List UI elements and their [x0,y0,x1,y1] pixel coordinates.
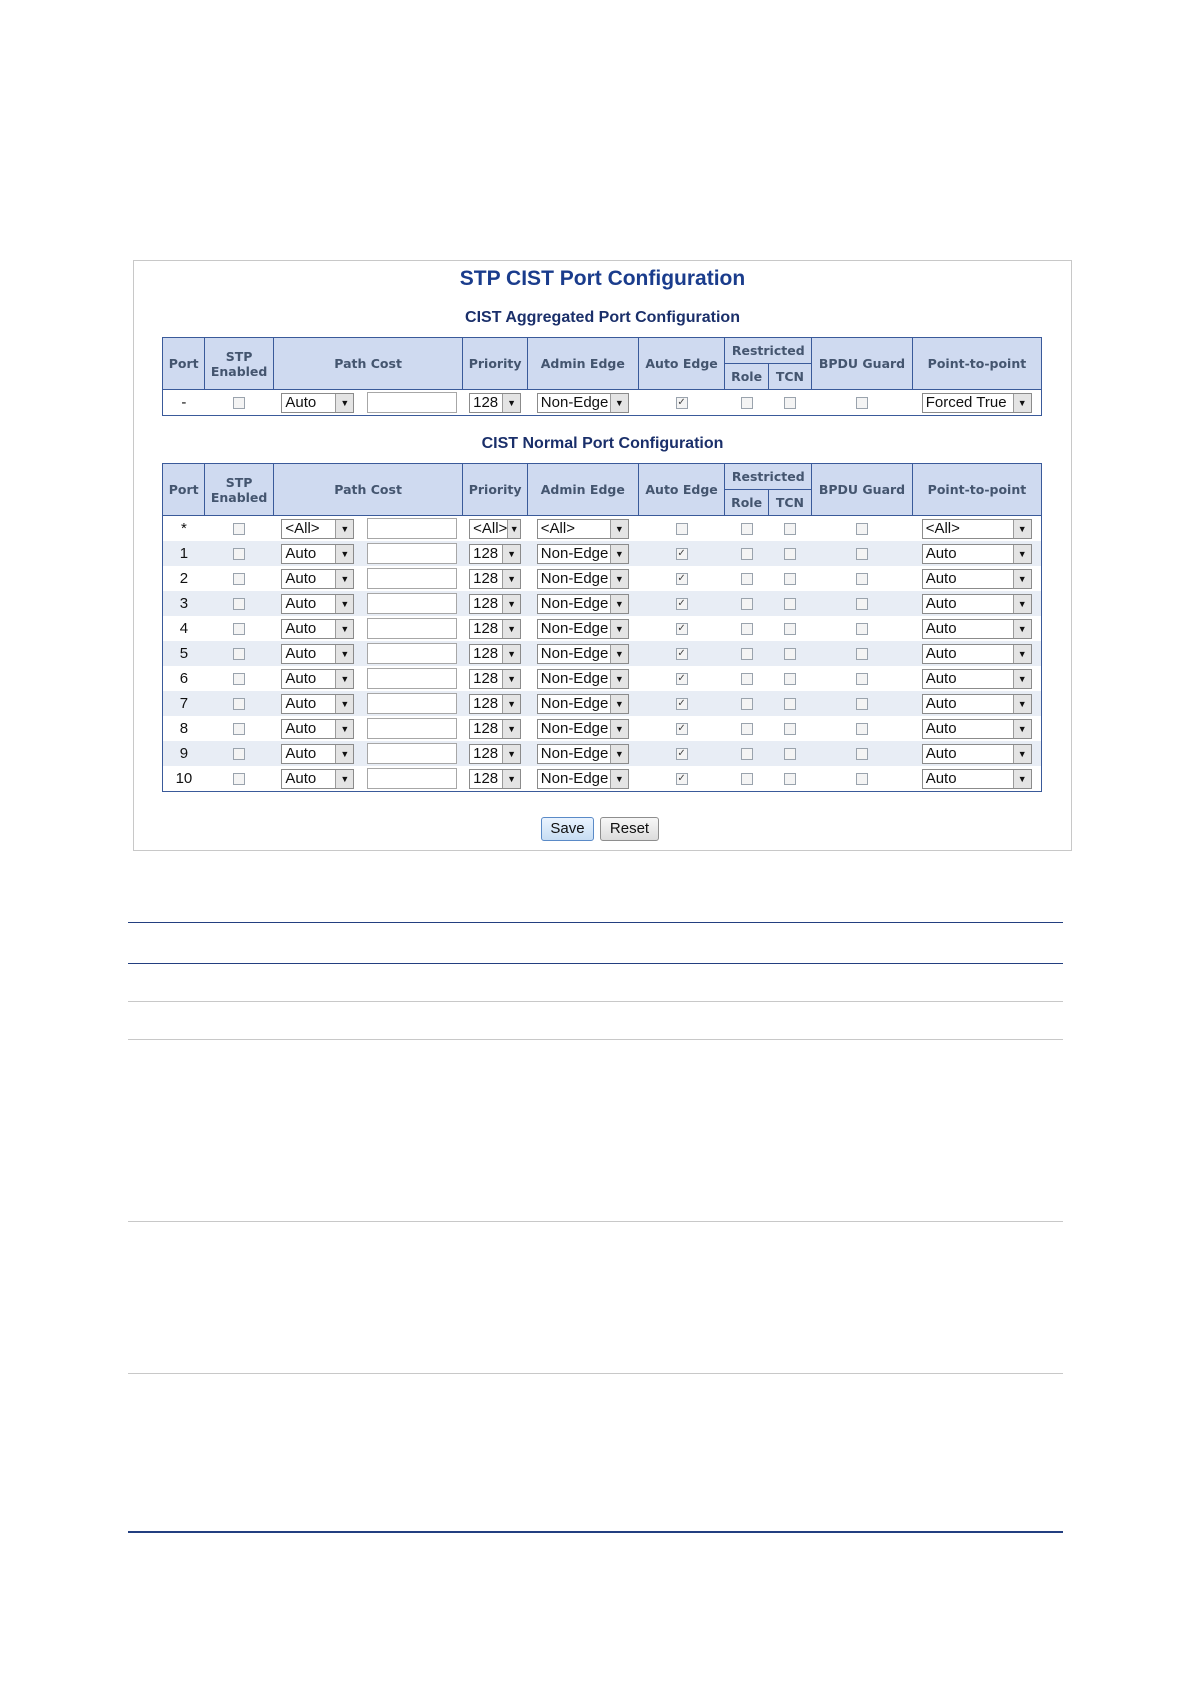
point-to-point-select[interactable]: Auto ▼ [922,619,1032,639]
header-path-cost: Path Cost [273,464,463,516]
admin-edge-select[interactable]: Non-Edge ▼ [537,644,629,664]
stp-enabled-checkbox[interactable] [233,573,245,585]
chevron-down-icon: ▼ [502,745,520,763]
path-cost-input[interactable] [367,768,457,789]
stp-enabled-checkbox[interactable] [233,548,245,560]
auto-edge-checkbox[interactable] [676,548,688,560]
auto-edge-checkbox[interactable] [676,623,688,635]
chevron-down-icon: ▼ [502,595,520,613]
chevron-down-icon: ▼ [335,570,353,588]
stp-enabled-checkbox[interactable] [233,773,245,785]
admin-edge-select[interactable]: Non-Edge ▼ [537,719,629,739]
path-cost-input[interactable] [367,668,457,689]
path-cost-select[interactable]: Auto ▼ [281,594,354,614]
restricted-tcn-checkbox[interactable] [784,623,796,635]
priority-select[interactable]: 128 ▼ [469,694,521,714]
chevron-down-icon: ▼ [610,520,628,538]
priority-select[interactable]: 128 ▼ [469,619,521,639]
chevron-down-icon: ▼ [335,620,353,638]
path-cost-input[interactable] [367,518,457,539]
chevron-down-icon: ▼ [1013,595,1031,613]
table-rule [128,1221,1063,1222]
admin-edge-select[interactable]: Non-Edge ▼ [537,744,629,764]
chevron-down-icon: ▼ [335,545,353,563]
chevron-down-icon: ▼ [610,695,628,713]
port-cell: 2 [163,566,205,591]
table-row [163,666,1042,691]
path-cost-input[interactable] [367,568,457,589]
admin-edge-select[interactable]: Non-Edge ▼ [537,569,629,589]
header-bpdu-guard: BPDU Guard [812,338,913,390]
auto-edge-checkbox[interactable] [676,598,688,610]
bpdu-guard-checkbox[interactable] [856,523,868,535]
point-to-point-select[interactable]: Auto ▼ [922,769,1032,789]
normal-port-table [162,463,1042,792]
chevron-down-icon: ▼ [502,720,520,738]
path-cost-select[interactable]: Auto ▼ [281,544,354,564]
priority-select[interactable]: 128 ▼ [469,644,521,664]
port-cell: 4 [163,616,205,641]
auto-edge-checkbox[interactable] [676,397,688,409]
table-row [163,691,1042,716]
restricted-role-checkbox[interactable] [741,723,753,735]
checkmark-icon: ✓ [677,673,686,685]
restricted-tcn-checkbox[interactable] [784,548,796,560]
checkmark-icon: ✓ [677,748,686,760]
bpdu-guard-checkbox[interactable] [856,723,868,735]
restricted-tcn-checkbox[interactable] [784,598,796,610]
restricted-role-checkbox[interactable] [741,598,753,610]
chevron-down-icon: ▼ [610,770,628,788]
reset-button[interactable]: Reset [600,817,659,841]
checkmark-icon: ✓ [677,698,686,710]
point-to-point-select[interactable]: Auto ▼ [922,594,1032,614]
point-to-point-select[interactable]: Auto ▼ [922,644,1032,664]
chevron-down-icon: ▼ [502,394,520,412]
point-to-point-select[interactable]: Auto ▼ [922,744,1032,764]
chevron-down-icon: ▼ [502,645,520,663]
checkmark-icon: ✓ [677,598,686,610]
header-role: Role [725,364,768,390]
bpdu-guard-checkbox[interactable] [856,623,868,635]
auto-edge-checkbox[interactable] [676,523,688,535]
port-cell: 5 [163,641,205,666]
chevron-down-icon: ▼ [335,595,353,613]
chevron-down-icon: ▼ [502,545,520,563]
table-row [163,591,1042,616]
restricted-tcn-checkbox[interactable] [784,773,796,785]
header-bpdu-guard: BPDU Guard [812,464,913,516]
header-priority: Priority [463,464,528,516]
restricted-role-checkbox[interactable] [741,623,753,635]
priority-select[interactable]: 128 ▼ [469,544,521,564]
header-port: Port [163,464,205,516]
header-auto-edge: Auto Edge [638,338,725,390]
table-row [163,566,1042,591]
chevron-down-icon: ▼ [1013,545,1031,563]
chevron-down-icon: ▼ [610,595,628,613]
auto-edge-checkbox[interactable] [676,723,688,735]
point-to-point-select[interactable]: Auto ▼ [922,719,1032,739]
restricted-tcn-checkbox[interactable] [784,673,796,685]
header-admin-edge: Admin Edge [527,338,638,390]
chevron-down-icon: ▼ [335,770,353,788]
table-rule [128,1039,1063,1040]
chevron-down-icon: ▼ [610,670,628,688]
chevron-down-icon: ▼ [1013,620,1031,638]
table-row [163,541,1042,566]
auto-edge-checkbox[interactable] [676,773,688,785]
stp-enabled-checkbox[interactable] [233,397,245,409]
table-row [163,741,1042,766]
stp-enabled-checkbox[interactable] [233,598,245,610]
header-admin-edge: Admin Edge [527,464,638,516]
auto-edge-checkbox[interactable] [676,648,688,660]
restricted-tcn-checkbox[interactable] [784,648,796,660]
auto-edge-checkbox[interactable] [676,698,688,710]
stp-enabled-checkbox[interactable] [233,723,245,735]
chevron-down-icon: ▼ [610,720,628,738]
path-cost-select[interactable]: Auto ▼ [281,769,354,789]
path-cost-select[interactable]: Auto ▼ [281,744,354,764]
aggregated-port-table [162,337,1042,416]
restricted-role-checkbox[interactable] [741,698,753,710]
chevron-down-icon: ▼ [335,520,353,538]
chevron-down-icon: ▼ [335,645,353,663]
chevron-down-icon: ▼ [1013,645,1031,663]
chevron-down-icon: ▼ [1013,720,1031,738]
restricted-role-checkbox[interactable] [741,648,753,660]
priority-select[interactable]: 128 ▼ [469,719,521,739]
checkmark-icon: ✓ [677,573,686,585]
bpdu-guard-checkbox[interactable] [856,748,868,760]
port-cell: 6 [163,666,205,691]
table-row [163,716,1042,741]
admin-edge-select[interactable]: Non-Edge ▼ [537,544,629,564]
header-restricted: Restricted [725,464,812,490]
restricted-role-checkbox[interactable] [741,523,753,535]
save-button[interactable]: Save [541,817,594,841]
priority-select[interactable]: 128 ▼ [469,769,521,789]
chevron-down-icon: ▼ [1013,745,1031,763]
path-cost-select[interactable]: Auto ▼ [281,719,354,739]
restricted-role-checkbox[interactable] [741,773,753,785]
chevron-down-icon: ▼ [1013,520,1031,538]
point-to-point-select[interactable]: Auto ▼ [922,694,1032,714]
header-role: Role [725,490,768,516]
restricted-role-checkbox[interactable] [741,548,753,560]
checkmark-icon: ✓ [677,723,686,735]
admin-edge-select[interactable]: <All> ▼ [537,519,629,539]
restricted-tcn-checkbox[interactable] [784,698,796,710]
table-rule-header [128,963,1063,964]
stp-enabled-checkbox[interactable] [233,523,245,535]
chevron-down-icon: ▼ [610,745,628,763]
stp-enabled-checkbox[interactable] [233,623,245,635]
table-rule [128,1373,1063,1374]
chevron-down-icon: ▼ [335,720,353,738]
bpdu-guard-checkbox[interactable] [856,573,868,585]
path-cost-select[interactable]: Auto ▼ [281,644,354,664]
bpdu-guard-checkbox[interactable] [856,673,868,685]
port-cell: 7 [163,691,205,716]
table-row [163,516,1042,542]
path-cost-input[interactable] [367,718,457,739]
restricted-tcn-checkbox[interactable] [784,397,796,409]
bpdu-guard-checkbox[interactable] [856,648,868,660]
priority-select[interactable]: 128 ▼ [469,569,521,589]
path-cost-select[interactable]: Auto ▼ [281,669,354,689]
table-rule-bottom [128,1531,1063,1533]
page-title: STP CIST Port Configuration [459,267,746,290]
path-cost-select[interactable]: Auto ▼ [281,569,354,589]
port-cell: 10 [163,766,205,792]
stp-enabled-checkbox[interactable] [233,673,245,685]
priority-select[interactable]: 128 ▼ [469,669,521,689]
chevron-down-icon: ▼ [610,570,628,588]
port-cell: * [163,516,205,542]
path-cost-input[interactable] [367,743,457,764]
normal-section-title: CIST Normal Port Configuration [481,435,724,452]
table-row [163,390,1042,416]
path-cost-select[interactable]: Auto ▼ [281,619,354,639]
restricted-role-checkbox[interactable] [741,573,753,585]
stp-enabled-checkbox[interactable] [233,748,245,760]
chevron-down-icon: ▼ [502,770,520,788]
restricted-tcn-checkbox[interactable] [784,573,796,585]
table-row [163,641,1042,666]
stp-enabled-checkbox[interactable] [233,648,245,660]
table-rule [128,1001,1063,1002]
chevron-down-icon: ▼ [610,394,628,412]
admin-edge-select[interactable]: Non-Edge ▼ [537,694,629,714]
chevron-down-icon: ▼ [610,645,628,663]
chevron-down-icon: ▼ [502,670,520,688]
point-to-point-select[interactable]: <All> ▼ [922,519,1032,539]
header-port: Port [163,338,205,390]
priority-select[interactable]: 128 ▼ [469,594,521,614]
point-to-point-select[interactable]: Forced True ▼ [922,393,1032,413]
admin-edge-select[interactable]: Non-Edge ▼ [537,594,629,614]
chevron-down-icon: ▼ [507,520,520,538]
checkmark-icon: ✓ [677,397,686,409]
bpdu-guard-checkbox[interactable] [856,698,868,710]
checkmark-icon: ✓ [677,623,686,635]
auto-edge-checkbox[interactable] [676,673,688,685]
path-cost-input[interactable] [367,593,457,614]
aggregated-section-title: CIST Aggregated Port Configuration [465,309,740,326]
table-rule-top [128,922,1063,923]
admin-edge-select[interactable]: Non-Edge ▼ [537,769,629,789]
header-tcn: TCN [768,364,811,390]
table-row [163,766,1042,792]
bpdu-guard-checkbox[interactable] [856,548,868,560]
chevron-down-icon: ▼ [502,620,520,638]
port-cell: 3 [163,591,205,616]
bpdu-guard-checkbox[interactable] [856,598,868,610]
header-stp-enabled: STP Enabled [205,338,274,390]
path-cost-input[interactable] [367,543,457,564]
port-cell: 9 [163,741,205,766]
chevron-down-icon: ▼ [502,570,520,588]
restricted-role-checkbox[interactable] [741,748,753,760]
restricted-tcn-checkbox[interactable] [784,523,796,535]
restricted-role-checkbox[interactable] [741,397,753,409]
checkmark-icon: ✓ [677,648,686,660]
header-point-to-point: Point-to-point [912,464,1041,516]
chevron-down-icon: ▼ [610,545,628,563]
point-to-point-select[interactable]: Auto ▼ [922,569,1032,589]
priority-select[interactable]: <All> ▼ [469,519,521,539]
table-row [163,616,1042,641]
admin-edge-select[interactable]: Non-Edge ▼ [537,393,629,413]
point-to-point-select[interactable]: Auto ▼ [922,544,1032,564]
admin-edge-select[interactable]: Non-Edge ▼ [537,669,629,689]
stp-cist-port-config-screenshot [133,260,1072,851]
priority-select[interactable]: 128 ▼ [469,744,521,764]
header-auto-edge: Auto Edge [638,464,725,516]
auto-edge-checkbox[interactable] [676,748,688,760]
port-cell: 1 [163,541,205,566]
path-cost-input[interactable] [367,392,457,413]
path-cost-input[interactable] [367,618,457,639]
chevron-down-icon: ▼ [1013,695,1031,713]
header-stp-enabled: STP Enabled [205,464,274,516]
path-cost-input[interactable] [367,643,457,664]
bpdu-guard-checkbox[interactable] [856,397,868,409]
path-cost-select[interactable]: Auto ▼ [281,393,354,413]
header-restricted: Restricted [725,338,812,364]
chevron-down-icon: ▼ [335,695,353,713]
checkmark-icon: ✓ [677,773,686,785]
stp-enabled-checkbox[interactable] [233,698,245,710]
admin-edge-select[interactable]: Non-Edge ▼ [537,619,629,639]
path-cost-select[interactable]: <All> ▼ [281,519,354,539]
header-path-cost: Path Cost [273,338,463,390]
restricted-role-checkbox[interactable] [741,673,753,685]
chevron-down-icon: ▼ [1013,394,1031,412]
chevron-down-icon: ▼ [335,745,353,763]
priority-select[interactable]: 128 ▼ [469,393,521,413]
chevron-down-icon: ▼ [1013,670,1031,688]
restricted-tcn-checkbox[interactable] [784,748,796,760]
checkmark-icon: ✓ [677,548,686,560]
path-cost-input[interactable] [367,693,457,714]
chevron-down-icon: ▼ [335,670,353,688]
chevron-down-icon: ▼ [610,620,628,638]
path-cost-select[interactable]: Auto ▼ [281,694,354,714]
port-cell: - [163,390,205,416]
chevron-down-icon: ▼ [502,695,520,713]
header-point-to-point: Point-to-point [912,338,1041,390]
port-cell: 8 [163,716,205,741]
restricted-tcn-checkbox[interactable] [784,723,796,735]
point-to-point-select[interactable]: Auto ▼ [922,669,1032,689]
chevron-down-icon: ▼ [1013,770,1031,788]
bpdu-guard-checkbox[interactable] [856,773,868,785]
header-tcn: TCN [768,490,811,516]
chevron-down-icon: ▼ [1013,570,1031,588]
auto-edge-checkbox[interactable] [676,573,688,585]
header-priority: Priority [463,338,528,390]
chevron-down-icon: ▼ [335,394,353,412]
